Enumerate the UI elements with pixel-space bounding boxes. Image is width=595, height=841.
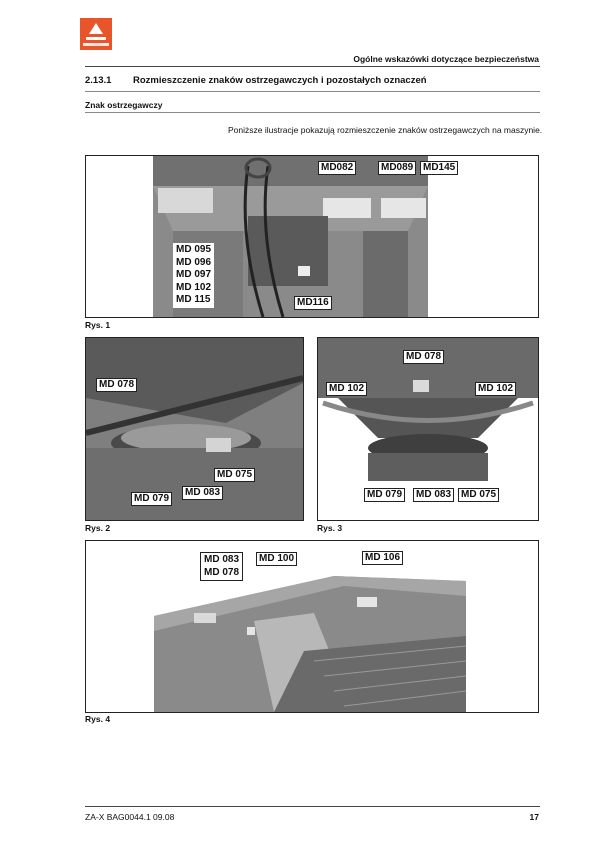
label-md115: MD 115	[176, 294, 211, 305]
label-md078: MD 078	[204, 566, 240, 578]
label-md078: MD 078	[96, 378, 137, 392]
label-md116: MD116	[294, 296, 332, 310]
label-md078: MD 078	[403, 350, 444, 364]
label-md082: MD082	[318, 161, 356, 175]
label-md102: MD 102	[176, 281, 212, 293]
label-md106: MD 106	[362, 551, 403, 565]
figure-1-caption: Rys. 1	[85, 320, 111, 330]
page-number: 17	[529, 812, 539, 822]
footer-document-id: ZA-X BAG0044.1 09.08	[85, 812, 175, 822]
label-md075: MD 075	[214, 468, 255, 482]
label-md079: MD 079	[364, 488, 405, 502]
figure-3-caption: Rys. 3	[317, 523, 343, 533]
label-md089: MD089	[378, 161, 416, 175]
figure-3-frame	[317, 337, 539, 521]
figure-2-frame	[85, 337, 304, 521]
figure-4-frame	[85, 540, 539, 713]
label-md083: MD 083	[413, 488, 454, 502]
subsection-title: Znak ostrzegawczy	[85, 100, 163, 110]
label-md083: MD 083	[204, 554, 240, 565]
section-rule	[85, 91, 540, 92]
section-number: 2.13.1	[85, 75, 112, 86]
figure-4-caption: Rys. 4	[85, 714, 111, 724]
label-md102-right: MD 102	[475, 382, 516, 396]
label-md096: MD 096	[176, 256, 212, 268]
figure-1-frame	[85, 155, 539, 318]
subsection-rule	[85, 112, 540, 113]
footer-rule	[85, 806, 540, 807]
figure-2-caption: Rys. 2	[85, 523, 111, 533]
label-md095: MD 095	[176, 244, 212, 255]
label-md097: MD 097	[176, 269, 212, 280]
label-stack-fig4	[200, 552, 243, 581]
label-md102-left: MD 102	[326, 382, 367, 396]
label-md145: MD145	[420, 161, 458, 175]
label-md100: MD 100	[256, 552, 297, 566]
amazone-logo	[80, 18, 112, 50]
label-md075: MD 075	[458, 488, 499, 502]
header-rule	[85, 66, 540, 67]
label-md083: MD 083	[182, 486, 223, 500]
label-stack-fig1	[173, 243, 214, 308]
section-title: Rozmieszczenie znaków ostrzegawczych i pozostałych oznaczeń	[133, 75, 427, 86]
intro-paragraph: Poniższe ilustracje pokazują rozmieszczenie znaków ostrzegawczych na maszynie.	[228, 125, 543, 135]
label-md079: MD 079	[131, 492, 172, 506]
running-header-title: Ogólne wskazówki dotyczące bezpieczeństwa	[353, 54, 539, 64]
